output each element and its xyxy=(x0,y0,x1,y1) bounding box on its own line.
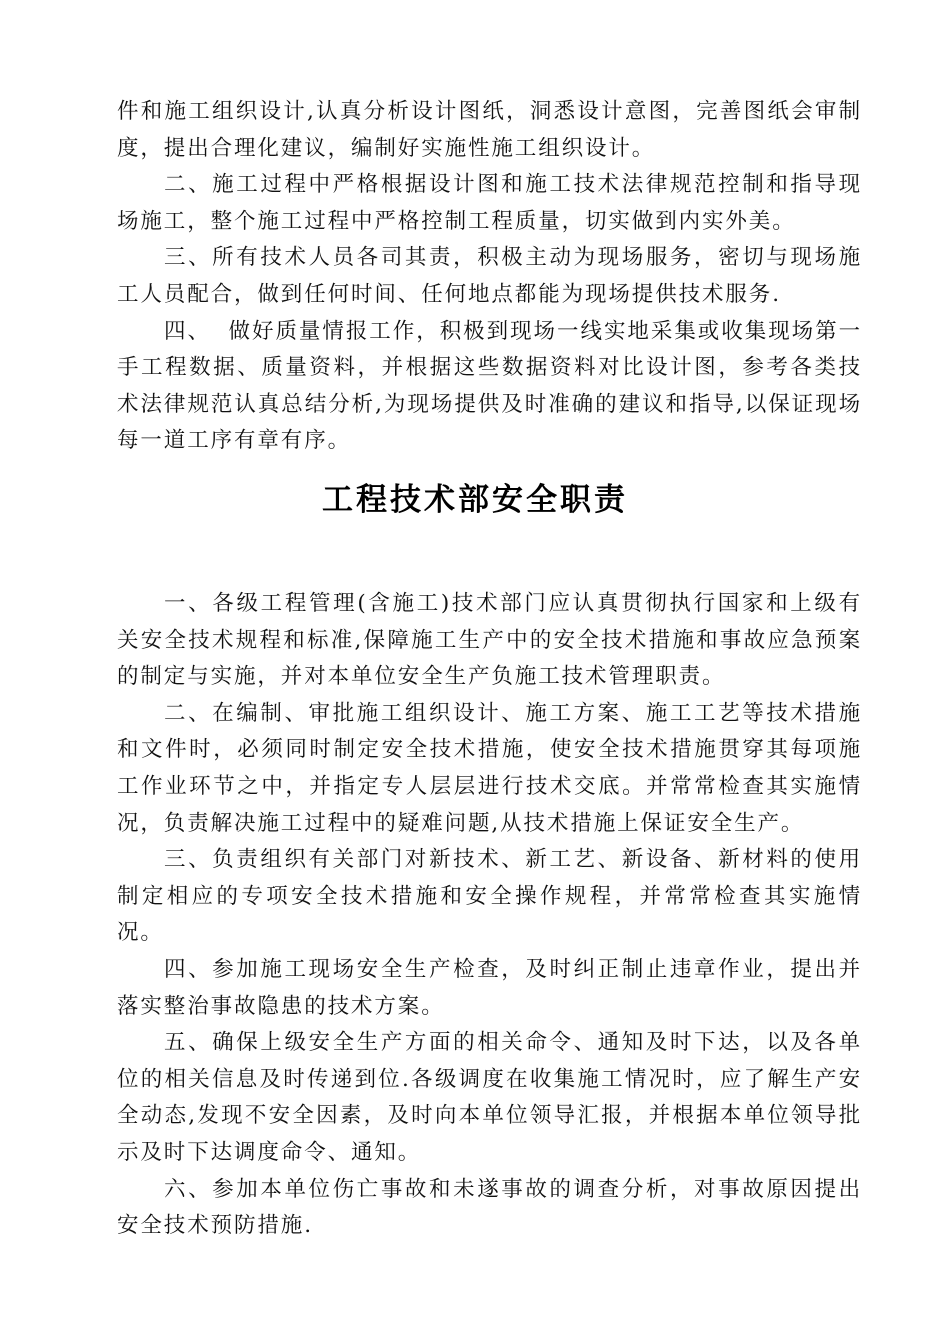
continued-duties-section xyxy=(117,94,862,460)
duty-item-2: 二、在编制、审批施工组织设计、施工方案、施工工艺等技术措施和文件时，必须同时制定安全技术措施，使安全技术措施贯穿其每项施工作业环节之中，并指定专人层层进行技术交底。并常常检查其实施情况，负责解决施工过程中的疑难问题,从技术措施上保证安全生产。 xyxy=(117,700,862,836)
duty-item-4: 四、参加施工现场安全生产检查，及时纠正制止违章作业，提出并落实整治事故隐患的技术方案。 xyxy=(117,956,862,1019)
safety-duties-section xyxy=(117,586,862,1245)
paragraph-item-4: 四、 做好质量情报工作，积极到现场一线实地采集或收集现场第一手工程数据、质量资料，并根据这些数据资料对比设计图，参考各类技术法律规范认真总结分析,为现场提供及时准确的建议和指导,以保证现场每一道工序有章有序。 xyxy=(117,318,862,454)
duty-item-5: 五、确保上级安全生产方面的相关命令、通知及时下达，以及各单位的相关信息及时传递到位.各级调度在收集施工情况时，应了解生产安全动态,发现不安全因素，及时向本单位领导汇报，并根据本单位领导批示及时下达调度命令、通知。 xyxy=(117,1030,862,1165)
duty-item-1: 一、各级工程管理(含施工)技术部门应认真贯彻执行国家和上级有关安全技术规程和标准,保障施工生产中的安全技术措施和事故应急预案的制定与实施，并对本单位安全生产负施工技术管理职责。 xyxy=(117,591,862,690)
duty-item-3: 三、负责组织有关部门对新技术、新工艺、新设备、新材料的使用制定相应的专项安全技术措施和安全操作规程，并常常检查其实施情况。 xyxy=(117,847,862,946)
paragraph-continued: 件和施工组织设计,认真分析设计图纸，洞悉设计意图，完善图纸会审制度，提出合理化建议，编制好实施性施工组织设计。 xyxy=(117,99,862,161)
duty-item-6: 六、参加本单位伤亡事故和未遂事故的调查分析，对事故原因提出安全技术预防措施. xyxy=(117,1176,862,1239)
section-title: 工程技术部安全职责 xyxy=(322,482,628,518)
paragraph-item-2: 二、施工过程中严格根据设计图和施工技术法律规范控制和指导现场施工，整个施工过程中严格控制工程质量，切实做到内实外美。 xyxy=(117,172,862,234)
paragraph-item-3: 三、所有技术人员各司其责，积极主动为现场服务，密切与现场施工人员配合，做到任何时间、任何地点都能为现场提供技术服务. xyxy=(117,245,862,307)
